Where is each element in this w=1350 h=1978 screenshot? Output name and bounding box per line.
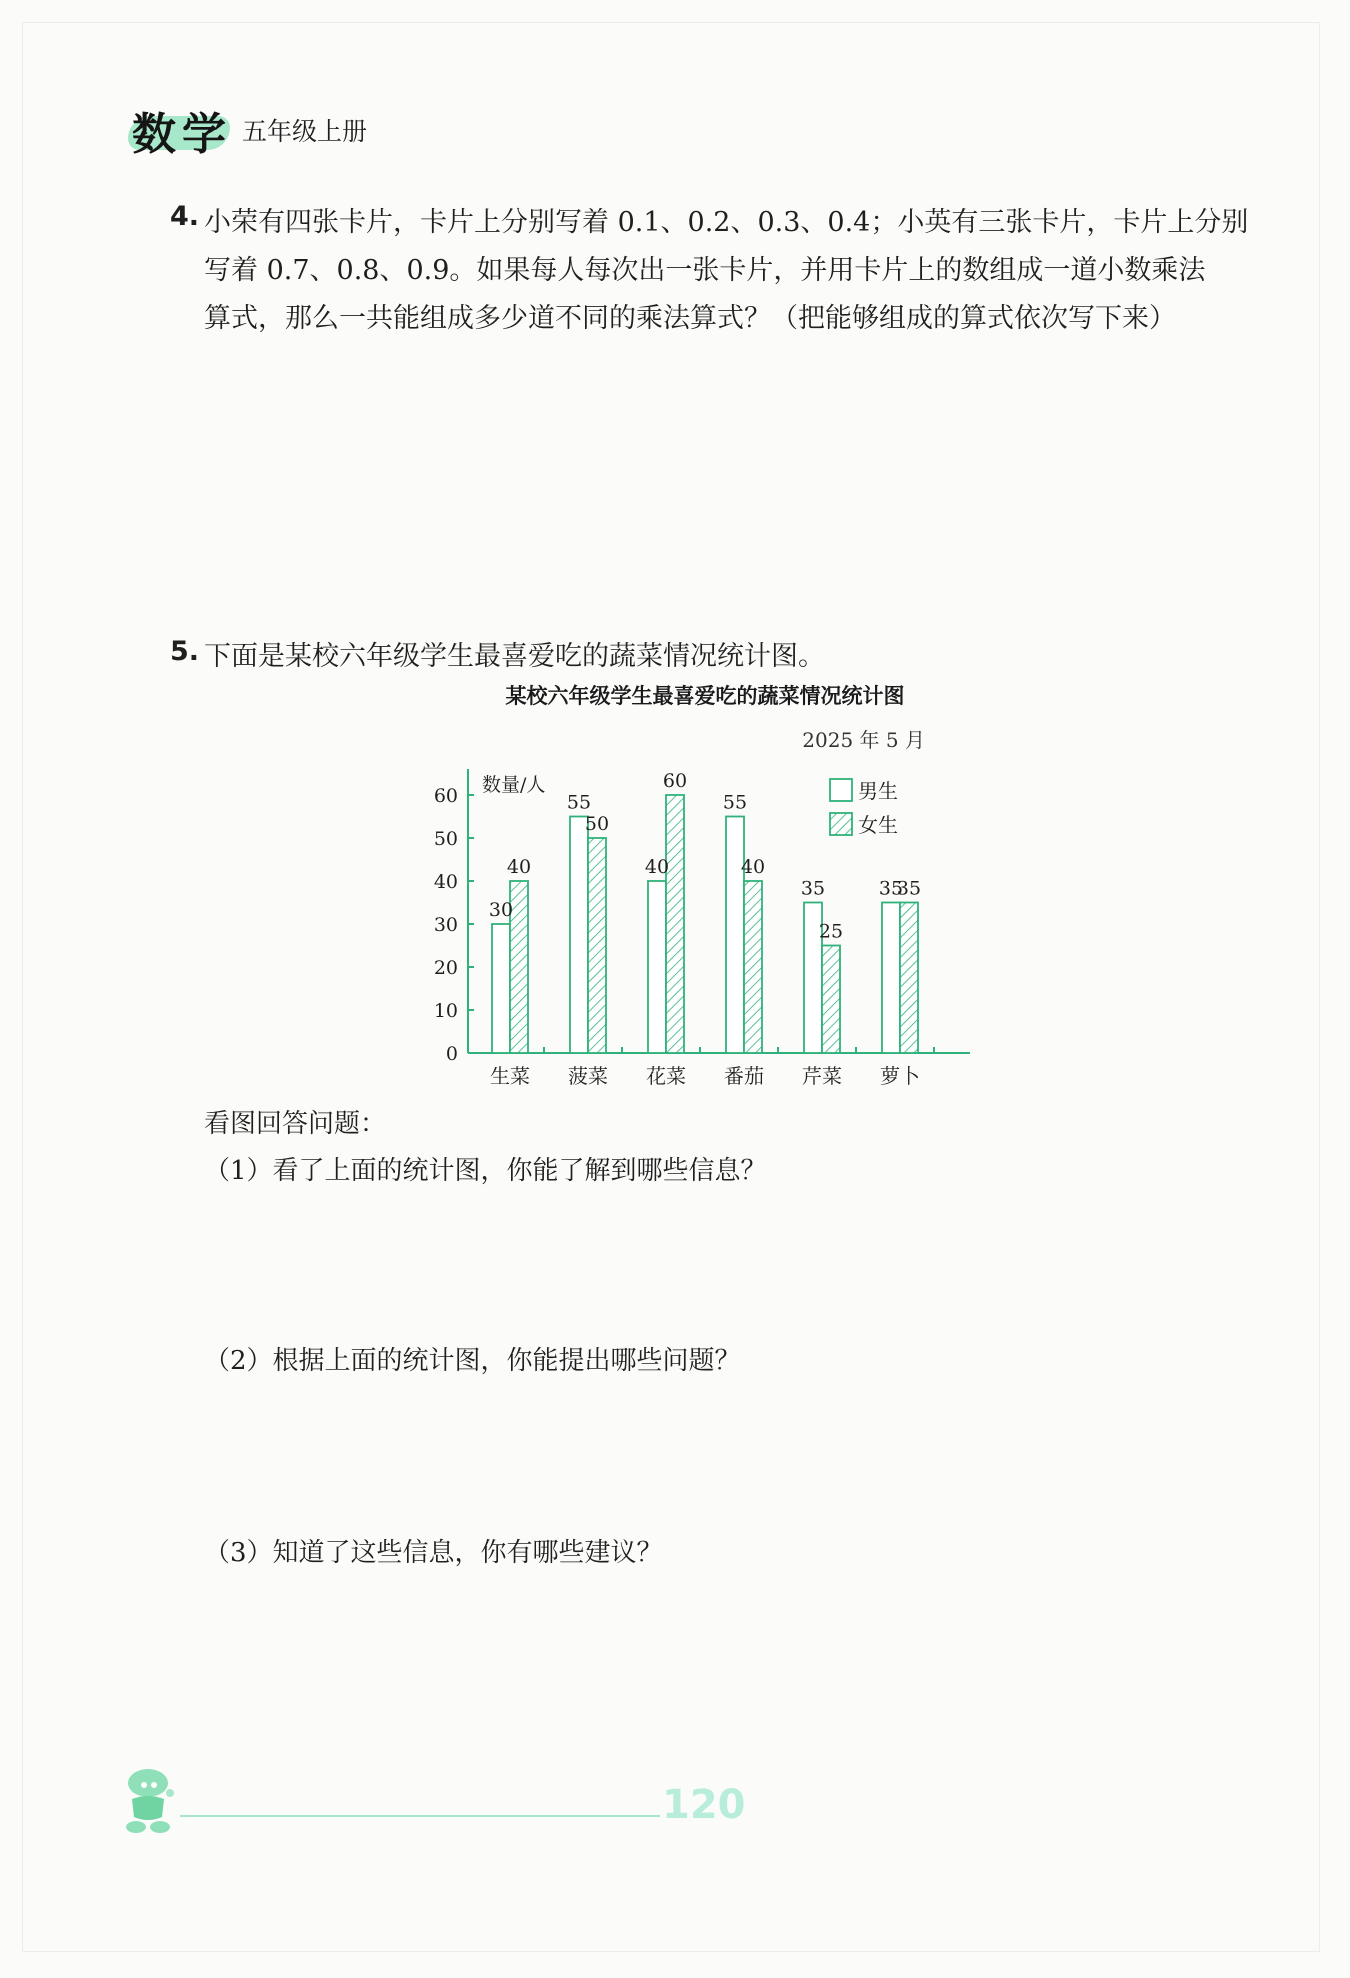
bar-girls bbox=[588, 838, 606, 1053]
bar-value-label: 35 bbox=[878, 877, 904, 900]
subject-title: 数学 bbox=[132, 109, 232, 160]
bar-value-label: 40 bbox=[740, 856, 766, 878]
question-4-line-2: 写着 0.7、0.8、0.9。如果每人每次出一张卡片，并用卡片上的数组成一道小数乘法 bbox=[204, 255, 1206, 286]
category-label: 芹菜 bbox=[802, 1064, 842, 1088]
legend-label: 男生 bbox=[858, 779, 898, 803]
footer-line bbox=[180, 1815, 660, 1817]
mascot-icon bbox=[118, 1765, 180, 1837]
y-tick-label: 0 bbox=[445, 1043, 458, 1065]
chart-legend bbox=[830, 779, 898, 837]
legend-swatch bbox=[830, 813, 852, 835]
bar-boys bbox=[726, 817, 744, 1054]
sub-question-1: （1）看了上面的统计图，你能了解到哪些信息？ bbox=[204, 1156, 767, 1186]
grade-subtitle: 五年级上册 bbox=[242, 117, 368, 146]
bar-value-label: 40 bbox=[506, 856, 532, 878]
bar-value-label: 30 bbox=[488, 899, 514, 921]
category-label: 菠菜 bbox=[568, 1064, 608, 1088]
bar-boys bbox=[492, 924, 510, 1053]
bar-girls bbox=[666, 795, 684, 1053]
category-label: 番茄 bbox=[724, 1064, 764, 1088]
y-tick-label: 20 bbox=[433, 957, 458, 979]
chart-title: 某校六年级学生最喜爱吃的蔬菜情况统计图 bbox=[505, 684, 905, 708]
bar-value-labels bbox=[489, 770, 921, 943]
bar-value-label: 35 bbox=[896, 877, 922, 900]
category-label: 萝卜 bbox=[880, 1064, 920, 1088]
page-number: 120 bbox=[662, 1782, 746, 1828]
bar-boys bbox=[882, 903, 900, 1054]
legend-label: 女生 bbox=[858, 813, 898, 837]
bar-girls bbox=[900, 903, 918, 1054]
bar-value-label: 60 bbox=[662, 770, 688, 792]
question-5-prompt: 看图回答问题： bbox=[204, 1109, 387, 1139]
y-tick-label: 10 bbox=[433, 1000, 458, 1022]
bar-value-label: 35 bbox=[800, 877, 826, 900]
question-4-line-1: 小荣有四张卡片，卡片上分别写着 0.1、0.2、0.3、0.4；小英有三张卡片，卡片上分别 bbox=[204, 207, 1249, 238]
y-axis-label: 数量/人 bbox=[482, 774, 546, 796]
sub-question-3: （3）知道了这些信息，你有哪些建议？ bbox=[204, 1538, 663, 1568]
bar-value-label: 55 bbox=[566, 791, 592, 814]
bar-girls bbox=[744, 881, 762, 1053]
question-5-number: 5. bbox=[170, 636, 200, 667]
y-tick-label: 60 bbox=[433, 785, 458, 807]
category-labels bbox=[490, 1064, 920, 1088]
vegetable-bar-chart bbox=[420, 675, 990, 1095]
bar-value-label: 25 bbox=[818, 920, 844, 943]
bar-value-label: 50 bbox=[584, 813, 610, 835]
y-tick-label: 30 bbox=[433, 914, 458, 936]
y-tick-label: 50 bbox=[433, 828, 458, 850]
category-label: 生菜 bbox=[490, 1064, 530, 1088]
bar-boys bbox=[648, 881, 666, 1053]
question-5-intro: 下面是某校六年级学生最喜爱吃的蔬菜情况统计图。 bbox=[204, 641, 825, 672]
bar-value-label: 55 bbox=[722, 791, 748, 814]
y-tick-label: 40 bbox=[433, 871, 458, 893]
bar-girls bbox=[822, 946, 840, 1054]
bar-boys bbox=[570, 817, 588, 1054]
legend-swatch bbox=[830, 779, 852, 801]
chart-date: 2025 年 5 月 bbox=[802, 728, 925, 752]
question-4-number: 4. bbox=[170, 201, 200, 232]
category-label: 花菜 bbox=[646, 1064, 686, 1088]
bar-value-label: 40 bbox=[644, 856, 670, 878]
question-4-line-3: 算式，那么一共能组成多少道不同的乘法算式？（把能够组成的算式依次写下来） bbox=[204, 303, 1176, 334]
sub-question-2: （2）根据上面的统计图，你能提出哪些问题？ bbox=[204, 1346, 741, 1376]
